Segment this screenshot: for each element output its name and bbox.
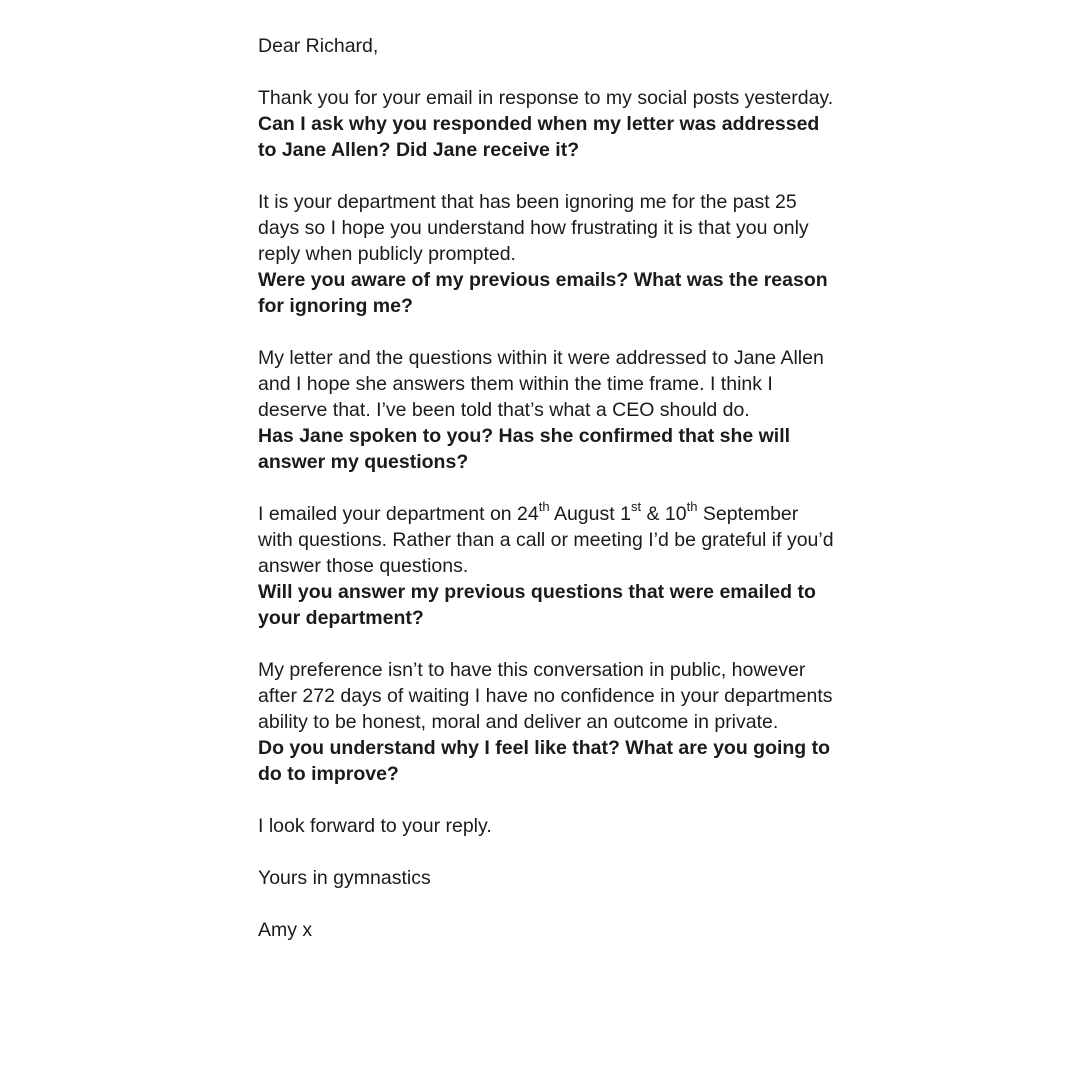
paragraph-1-question: Can I ask why you responded when my letter was addressed to Jane Allen? Did Jane receive it?: [258, 113, 820, 161]
paragraph-5-question: Do you understand why I feel like that? What are you going to do to improve?: [258, 737, 831, 785]
paragraph-4-text-d: September with questions. Rather than a call or meeting I’d be grateful if you’d answer those questions.: [258, 503, 834, 577]
paragraph-5-text: My preference isn’t to have this conversation in public, however after 272 days of waiting I have no confidence in your departments ability to be honest, moral and deliver an outcome in private.: [258, 659, 833, 733]
paragraph-3-question: Has Jane spoken to you? Has she confirmed that she will answer my questions?: [258, 425, 791, 473]
paragraph-gap: [258, 59, 838, 85]
paragraph-gap: [258, 163, 838, 189]
paragraph-3-text: My letter and the questions within it were addressed to Jane Allen and I hope she answers them within the time frame. I think I deserve that. I’ve been told that’s what a CEO should do.: [258, 347, 824, 421]
paragraph-4-text-b: August 1: [549, 503, 631, 525]
paragraph-gap: [258, 319, 838, 345]
paragraph-2-question: Were you aware of my previous emails? What was the reason for ignoring me?: [258, 269, 828, 317]
paragraph-4-text-c: & 10: [641, 503, 687, 525]
signature: Amy x: [258, 919, 313, 941]
ordinal-suffix: st: [630, 498, 642, 514]
paragraph-4-text: [258, 498, 838, 579]
ordinal-suffix: th: [538, 498, 550, 514]
paragraph-gap: [258, 839, 838, 865]
closing-line: I look forward to your reply.: [258, 815, 492, 837]
greeting: Dear Richard,: [258, 35, 379, 57]
ordinal-suffix: th: [686, 498, 698, 514]
paragraph-4-text-a: I emailed your department on 24: [258, 503, 539, 525]
paragraph-gap: [258, 475, 838, 501]
signoff: Yours in gymnastics: [258, 867, 431, 889]
paragraph-gap: [258, 787, 838, 813]
letter-body: [258, 33, 838, 943]
paragraph-1-text: Thank you for your email in response to my social posts yesterday.: [258, 87, 834, 109]
paragraph-gap: [258, 631, 838, 657]
paragraph-gap: [258, 891, 838, 917]
paragraph-4-question: Will you answer my previous questions that were emailed to your department?: [258, 581, 816, 629]
paragraph-2-text: It is your department that has been ignoring me for the past 25 days so I hope you understand how frustrating it is that you only reply when publicly prompted.: [258, 191, 809, 265]
